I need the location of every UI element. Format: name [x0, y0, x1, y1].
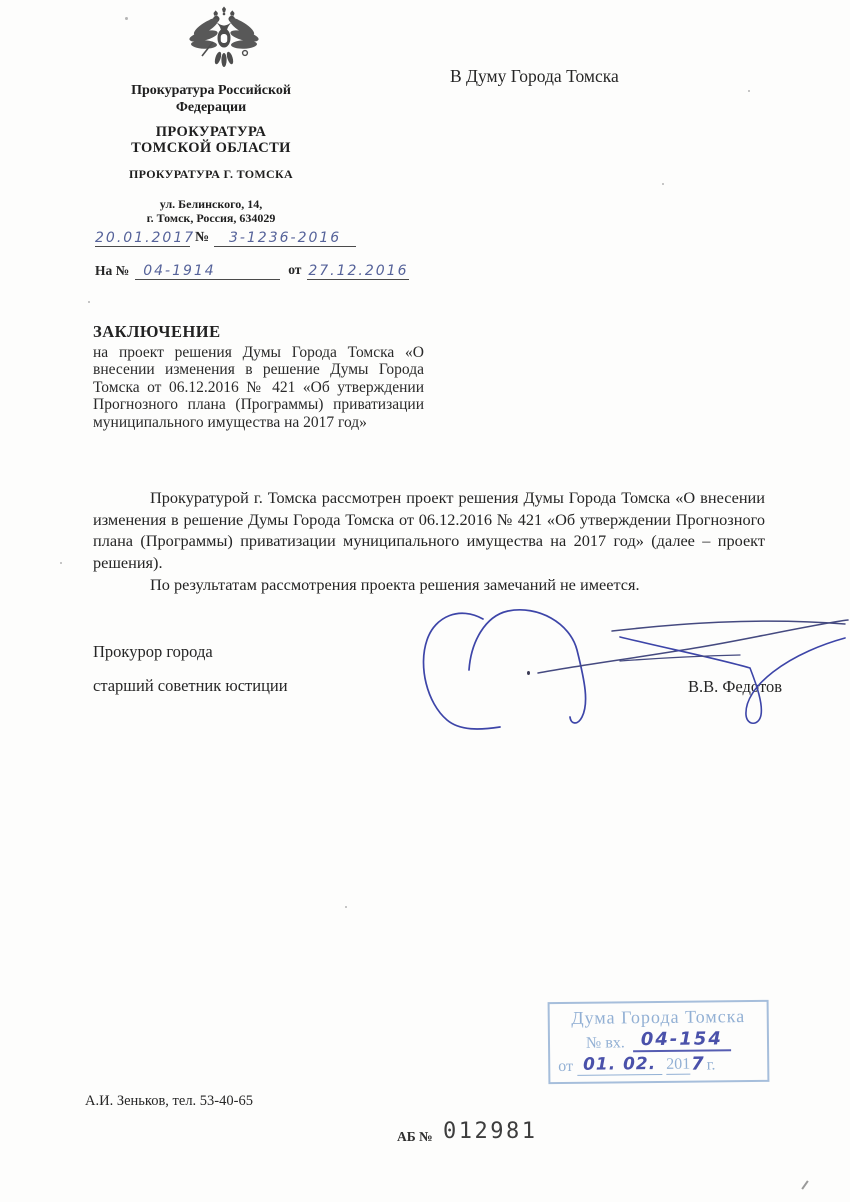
- outgoing-date-handwritten: 20.01.2017: [95, 230, 196, 246]
- form-series-label: АБ №: [397, 1129, 433, 1144]
- stamp-date-label: от: [558, 1057, 574, 1076]
- scan-mark: [801, 1180, 808, 1189]
- letterhead-address-line1: ул. Белинского, 14,: [159, 197, 263, 211]
- document-subject: на проект решения Думы Города Томска «О внесении изменения в решение Думы Города Томска от 06.12.2016 № 421 «Об утверждении Прогнозного плана (Программы) приватизации муниципального имущества на 2017 год»: [93, 344, 424, 431]
- reply-reference-line: [95, 262, 409, 280]
- letterhead-region-line1: ПРОКУРАТУРА: [155, 124, 267, 140]
- handwritten-signature: [405, 598, 850, 763]
- number-sign-label: №: [195, 230, 210, 245]
- signer-name: В.В. Федотов: [688, 677, 782, 696]
- body-paragraph-1: Прокуратурой г. Томска рассмотрен проект решения Думы Города Томска «О внесении изменения в решение Думы Города Томска от 06.12.2016 № 421 «Об утверждении Прогнозного плана (Программы) приватизации муниципального имущества на 2017 год» (далее – проект решения).: [93, 488, 765, 573]
- stamp-year-printed: 201: [666, 1055, 691, 1073]
- stamp-organization: Дума Города Томска: [571, 1006, 746, 1028]
- executor-contact: А.И. Зеньков, тел. 53-40-65: [85, 1093, 253, 1109]
- reply-number-label: На №: [95, 263, 130, 278]
- body-paragraph-2: По результатам рассмотрения проекта решения замечаний не имеется.: [150, 574, 640, 594]
- letterhead: [95, 82, 327, 225]
- stamp-year-digit-handwritten: 7: [691, 1053, 704, 1075]
- body-text: [93, 487, 765, 596]
- letterhead-address-line2: г. Томск, Россия, 634029: [146, 211, 276, 225]
- scan-speck: [345, 906, 347, 908]
- letterhead-org-line1: Прокуратура Российской: [131, 83, 291, 98]
- letterhead-org-line2: Федерации: [175, 100, 247, 115]
- recipient-line: В Думу Города Томска: [450, 66, 619, 86]
- reply-from-label: от: [288, 262, 302, 277]
- stamp-incoming-number-label: № вх.: [585, 1034, 625, 1052]
- document-title: ЗАКЛЮЧЕНИЕ: [93, 322, 221, 341]
- outgoing-reference-line: [95, 230, 356, 247]
- signer-position-line2: старший советник юстиции: [93, 676, 288, 695]
- form-number: 012981: [443, 1119, 538, 1144]
- signer-position-line1: Прокурор города: [93, 642, 213, 661]
- incoming-registration-stamp: [548, 1000, 770, 1084]
- outgoing-number-handwritten: 3-1236-2016: [214, 230, 356, 247]
- letterhead-city-office: ПРОКУРАТУРА Г. ТОМСКА: [129, 167, 293, 181]
- conclusion-block: [93, 322, 424, 431]
- scan-speck: [662, 183, 664, 185]
- scan-speck: [748, 90, 750, 92]
- reply-number-handwritten: 04-1914: [135, 263, 280, 280]
- reply-date-handwritten: 27.12.2016: [308, 263, 409, 279]
- letterhead-region-line2: ТОМСКОЙ ОБЛАСТИ: [131, 140, 291, 156]
- scan-speck: [60, 562, 62, 564]
- scan-speck: [125, 17, 128, 20]
- scan-speck: [527, 671, 530, 675]
- stamp-incoming-number-handwritten: 04-154: [633, 1028, 731, 1052]
- russian-coat-of-arms-icon: [189, 6, 259, 70]
- scan-speck: [88, 301, 90, 303]
- stamp-year-suffix: г.: [706, 1056, 716, 1074]
- stamp-date-handwritten: 01. 02.: [577, 1054, 662, 1076]
